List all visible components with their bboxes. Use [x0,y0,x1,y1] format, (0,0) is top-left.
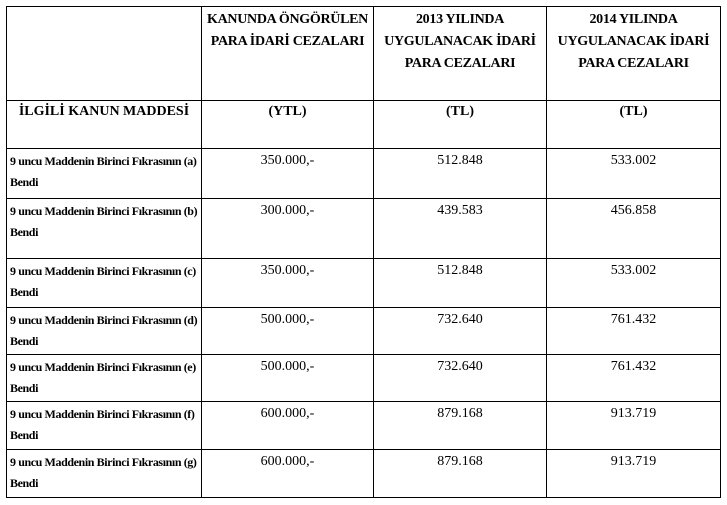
header-cell-law-fine: KANUNDA ÖNGÖRÜLEN PARA İDARİ CEZALARI [202,7,374,101]
fine-2014-cell: 533.002 [547,149,721,199]
unit-cell-article: İLGİLİ KANUN MADDESİ [7,101,202,149]
law-fine-cell: 350.000,- [202,149,374,199]
law-fine-cell: 300.000,- [202,199,374,259]
fine-2013-cell: 879.168 [374,402,547,450]
fine-2014-cell: 913.719 [547,450,721,498]
law-fine-cell: 600.000,- [202,450,374,498]
fine-2013-cell: 512.848 [374,149,547,199]
header-cell-article [7,7,202,101]
article-cell: 9 uncu Maddenin Birinci Fıkrasının (b) Bendi [7,199,202,259]
article-cell: 9 uncu Maddenin Birinci Fıkrasının (g) Bendi [7,450,202,498]
fine-2014-cell: 533.002 [547,259,721,308]
law-fine-cell: 500.000,- [202,355,374,402]
table-row [7,199,721,259]
table-row [7,149,721,199]
article-cell: 9 uncu Maddenin Birinci Fıkrasının (f) Bendi [7,402,202,450]
header-row [7,7,721,101]
article-cell: 9 uncu Maddenin Birinci Fıkrasının (c) Bendi [7,259,202,308]
fine-2014-cell: 761.432 [547,355,721,402]
fine-2014-cell: 913.719 [547,402,721,450]
fine-2013-cell: 732.640 [374,308,547,355]
article-cell: 9 uncu Maddenin Birinci Fıkrasının (a) Bendi [7,149,202,199]
fine-2013-cell: 512.848 [374,259,547,308]
law-fine-cell: 500.000,- [202,308,374,355]
header-cell-2014-fine: 2014 YILINDA UYGULANACAK İDARİ PARA CEZALARI [547,7,721,101]
table-row [7,259,721,308]
table-row [7,402,721,450]
unit-row [7,101,721,149]
article-cell: 9 uncu Maddenin Birinci Fıkrasının (d) Bendi [7,308,202,355]
unit-cell-2014: (TL) [547,101,721,149]
fine-2014-cell: 761.432 [547,308,721,355]
table-row [7,308,721,355]
unit-cell-law: (YTL) [202,101,374,149]
fine-2013-cell: 732.640 [374,355,547,402]
law-fine-cell: 600.000,- [202,402,374,450]
fine-2013-cell: 439.583 [374,199,547,259]
unit-cell-2013: (TL) [374,101,547,149]
header-cell-2013-fine: 2013 YILINDA UYGULANACAK İDARİ PARA CEZALARI [374,7,547,101]
fines-table [6,6,721,498]
table-row [7,450,721,498]
article-cell: 9 uncu Maddenin Birinci Fıkrasının (e) Bendi [7,355,202,402]
table-row [7,355,721,402]
law-fine-cell: 350.000,- [202,259,374,308]
fine-2014-cell: 456.858 [547,199,721,259]
fine-2013-cell: 879.168 [374,450,547,498]
